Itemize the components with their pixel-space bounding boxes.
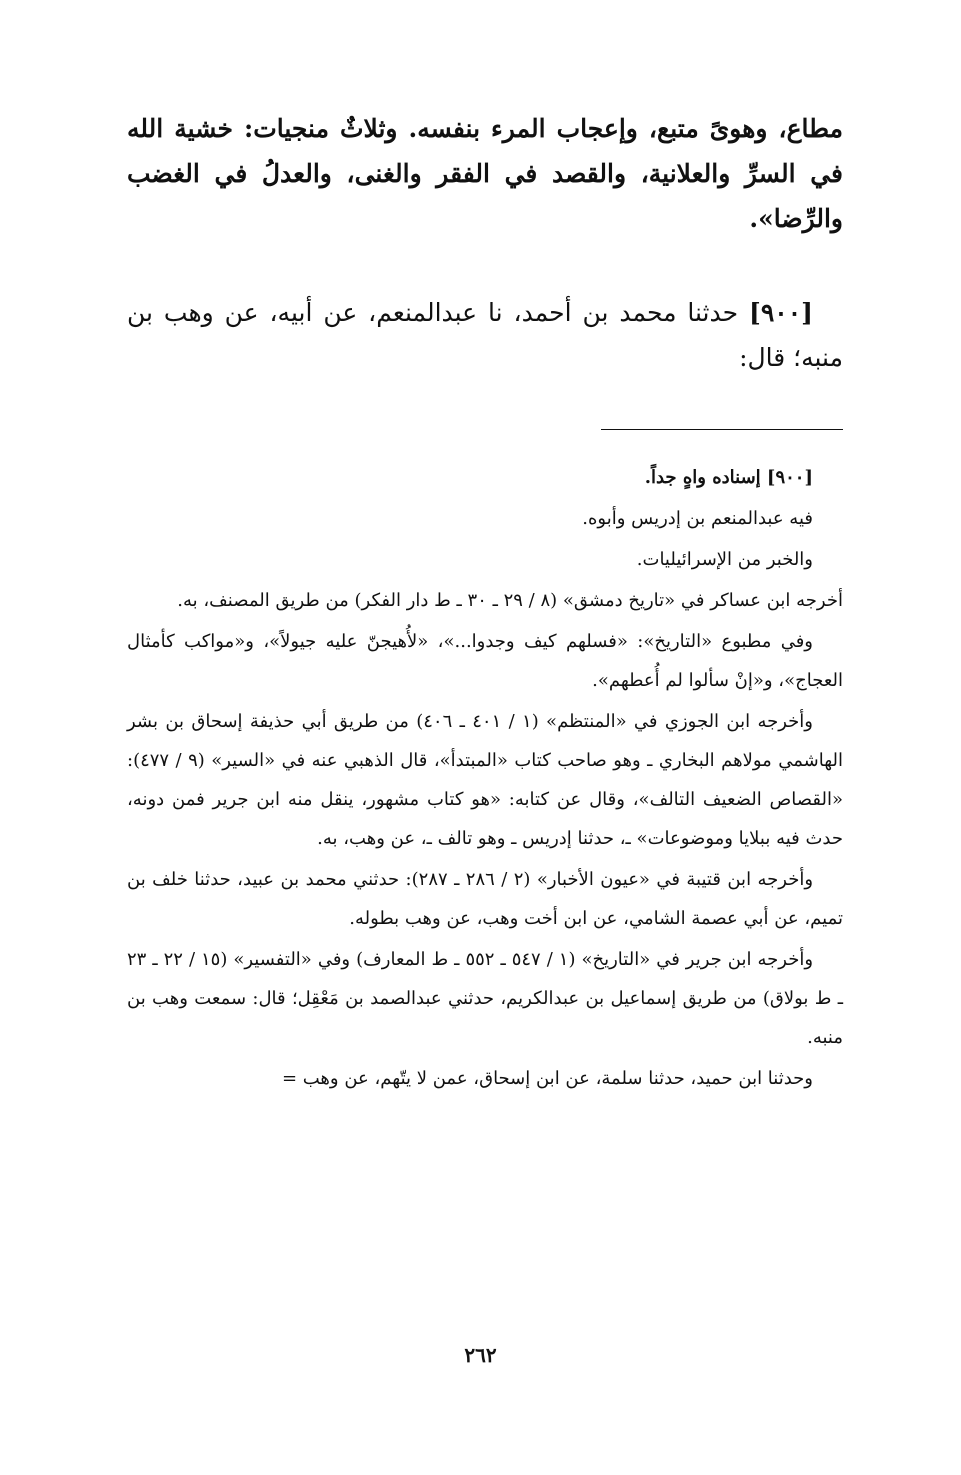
footnotes [127,458,843,1100]
hadith-paragraph [127,290,843,380]
hadith-number: [٩٠٠] [749,298,813,327]
hadith-text: حدثنا محمد بن أحمد، نا عبدالمنعم، عن أبيه، عن وهب بن منبه؛ قال: [127,298,843,372]
footnote-line: والخبر من الإسرائيليات. [636,549,813,570]
footnote-paragraph: وأخرجه ابن قتيبة في «عيون الأخبار» (٢ / ٢٨٦ ـ ٢٨٧): حدثني محمد بن عبيد، حدثنا خلف بن تميم، عن أبي عصمة الشامي، عن ابن أخت وهب، عن وهب بطوله. [127,869,843,929]
footnote-paragraph: وحدثنا ابن حميد، حدثنا سلمة، عن ابن إسحاق، عمن لا يتّهم، عن وهب = [281,1068,813,1089]
footnote-paragraph: أخرجه ابن عساكر في «تاريخ دمشق» (٨ / ٢٩ ـ ٣٠ ـ ط دار الفكر) من طريق المصنف، به. [177,590,843,611]
page-number: ٢٦٢ [464,1343,497,1367]
footnote-paragraph: وفي مطبوع «التاريخ»: «فسلهم كيف وجدوا...»، «لأُهيجنّ عليه جيولاً»، و«مواكب كأمثال العجاج»، و«إنْ سألوا لم أُعطهم». [127,631,843,691]
footnote-line: فيه عبدالمنعم بن إدريس وأبوه. [582,508,813,529]
footnote-heading: [٩٠٠] إسناده واهٍ جداً. [644,467,813,488]
footnote-paragraph: وأخرجه ابن جرير في «التاريخ» (١ / ٥٤٧ ـ ٥٥٢ ـ ط المعارف) وفي «التفسير» (١٥ / ٢٢ ـ ٢٣ ـ ط بولاق) من طريق إسماعيل بن عبدالكريم، حدثني عبدالصمد بن مَعْقِل؛ قال: سمعت وهب بن منبه. [127,949,843,1048]
main-text-paragraph: مطاع، وهوىً متبع، وإعجاب المرء بنفسه. وثلاثٌ منجيات: خشية الله في السرِّ والعلانية، والقصد في الفقر والغنى، والعدلُ في الغضب والرِّضا». [127,114,843,233]
footnote-separator [601,429,843,430]
footnote-paragraph: وأخرجه ابن الجوزي في «المنتظم» (١ / ٤٠١ ـ ٤٠٦) من طريق أبي حذيفة إسحاق بن بشر الهاشمي مولاهم البخاري ـ وهو صاحب كتاب «المبتدأ»، قال الذهبي عنه في «السير» (٩ / ٤٧٧): «القصاص الضعيف التالف»، وقال عن كتابه: «هو كتاب مشهور، ينقل منه ابن جرير فمن دونه، حدث فيه ببلايا وموضوعات» ـ، حدثنا إدريس ـ وهو تالف ـ، عن وهب، به. [127,711,844,849]
